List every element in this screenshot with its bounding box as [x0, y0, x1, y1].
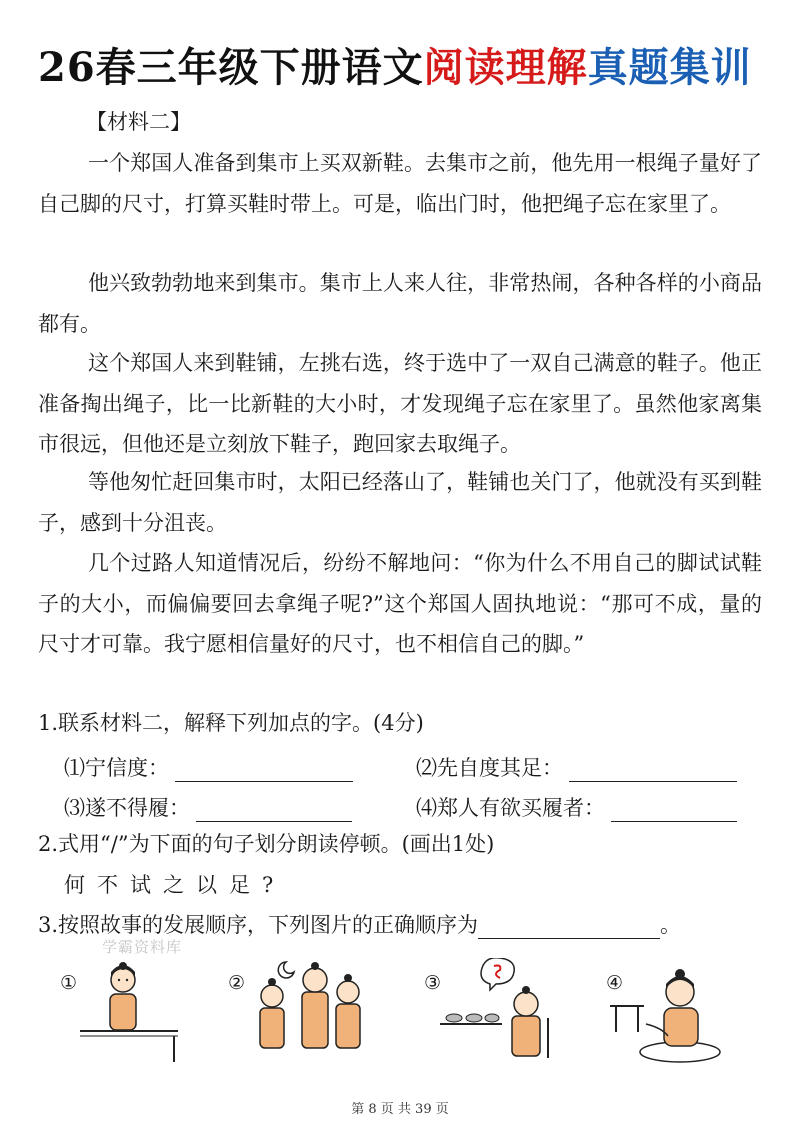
page-title: [38, 36, 778, 96]
story-paragraph-3: 这个郑国人来到鞋铺，左挑右选，终于选中了一双自己满意的鞋子。他正准备掏出绳子，比一比新鞋的大小时，才发现绳子忘在家里了。虽然他家离集市很远，但他还是立刻放下鞋子，跑回家去取绳子。: [38, 351, 762, 456]
answer-blank[interactable]: [478, 916, 660, 939]
title-part-grade: 26春三年级下册语文: [38, 44, 424, 91]
question-2-sentence: 何不试之以足?: [64, 873, 286, 897]
item-label: ⑵先自度其足：: [416, 756, 563, 780]
question-1-item-1: [64, 752, 353, 782]
picture-2: [228, 958, 378, 1068]
boy-measuring-foot-icon: [606, 958, 736, 1068]
picture-number: ①: [60, 972, 78, 994]
picture-number: ④: [606, 972, 624, 994]
page-footer: 第 8 页 共 39 页: [351, 1102, 449, 1117]
question-1-item-3: [64, 792, 352, 822]
question-3-text: 3.按照故事的发展顺序，下列图片的正确顺序为: [38, 913, 479, 937]
boys-evening-moon-icon: [228, 958, 378, 1068]
picture-3: [424, 958, 564, 1068]
question-3-end: 。: [660, 913, 682, 937]
question-1: 1.联系材料二，解释下列加点的字。(4分): [38, 711, 424, 735]
shoe-shop-icon: [424, 958, 564, 1068]
question-2: 2.式用“/”为下面的句子划分朗读停顿。(画出1处): [38, 832, 495, 856]
story-paragraph-4: 等他匆忙赶回集市时，太阳已经落山了，鞋铺也关门了，他就没有买到鞋子，感到十分沮丧。: [38, 470, 762, 535]
item-label: ⑴宁信度：: [64, 756, 169, 780]
picture-number: ②: [228, 972, 246, 994]
story-paragraph-1: 一个郑国人准备到集市上买双新鞋。去集市之前，他先用一根绳子量好了自己脚的尺寸，打算买鞋时带上。可是，临出门时，他把绳子忘在家里了。: [38, 151, 762, 216]
boy-at-table-icon: [60, 958, 190, 1068]
material-label: 【材料二】: [86, 110, 191, 134]
answer-blank[interactable]: [569, 759, 737, 782]
item-label: ⑶遂不得履：: [64, 796, 190, 820]
watermark: 学霸资料库: [102, 938, 183, 956]
story-paragraph-5: 几个过路人知道情况后，纷纷不解地问：“你为什么不用自己的脚试试鞋子的大小，而偏偏要回去拿绳子呢?”这个郑国人固执地说：“那可不成，量的尺寸才可靠。我宁愿相信量好的尺寸，也不相信自己的脚。”: [38, 551, 762, 656]
picture-1: [60, 958, 190, 1068]
title-part-practice: 真题集训: [587, 44, 752, 91]
question-1-item-4: [416, 792, 737, 822]
answer-blank[interactable]: [611, 799, 737, 822]
answer-blank[interactable]: [175, 759, 353, 782]
picture-4: [606, 958, 736, 1068]
title-part-reading: 阅读理解: [423, 44, 588, 91]
story-paragraph-2: 他兴致勃勃地来到集市。集市上人来人往，非常热闹，各种各样的小商品都有。: [38, 271, 762, 336]
answer-blank[interactable]: [196, 799, 352, 822]
question-1-item-2: [416, 752, 737, 782]
question-3: [38, 909, 681, 939]
picture-number: ③: [424, 972, 442, 994]
item-label: ⑷郑人有欲买履者：: [416, 796, 605, 820]
